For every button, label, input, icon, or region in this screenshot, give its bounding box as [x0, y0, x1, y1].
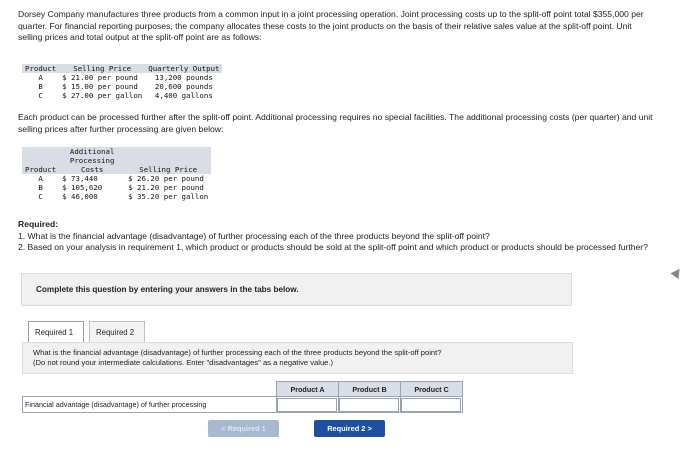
table1-header-output: Quarterly Output: [145, 64, 222, 73]
split-off-table: [22, 64, 222, 100]
table1-cell: 13,200 pounds: [154, 73, 213, 82]
tab-panel: [22, 342, 573, 374]
table2-cell: $ 21.20 per pound: [128, 183, 204, 192]
mouse-cursor-icon: [670, 266, 683, 279]
answer-row-label: Financial advantage (disadvantage) of further processing: [23, 397, 277, 413]
required-heading: Required:: [18, 219, 59, 229]
table-row: [22, 192, 211, 201]
panel-note: (Do not round your intermediate calculations. Enter "disadvantages" as a negative value.): [33, 358, 334, 367]
tab-required-2[interactable]: Required 2: [89, 321, 145, 343]
table1-header-selling-price: Selling Price: [59, 64, 145, 73]
table1-cell: 20,600 pounds: [154, 82, 213, 91]
answer-table: [22, 381, 463, 413]
intro-text: Dorsey Company manufactures three products from a common input in a joint processing operation. Joint processing costs up to the split-off point total $355,000 per quarter. For financial reporting purposes, the company allocates these costs to the joint products on the basis of their relative sales value at the split-off point. Unit selling prices and total output at the split-off point are as follows:: [18, 9, 644, 42]
answer-header-product-a: Product A: [277, 382, 339, 397]
table1-cell: C: [38, 91, 43, 100]
table1-header-product: Product: [22, 64, 59, 73]
table-row: [22, 183, 211, 192]
table2-cell: $ 35.20 per gallon: [128, 192, 209, 201]
required-section: [18, 219, 658, 254]
product-c-input[interactable]: [401, 398, 461, 412]
product-b-input[interactable]: [339, 398, 399, 412]
table2-cell: $ 73,440: [62, 174, 98, 183]
table1-cell: $ 27.00 per gallon: [62, 91, 143, 100]
required-question-2: 2. Based on your analysis in requirement 1, which product or products should be sold at the split-off point and which product or products should be processed further?: [18, 242, 648, 252]
next-required-2-button[interactable]: Required 2 >: [314, 420, 385, 437]
table2-cell: C: [38, 192, 43, 201]
product-a-input[interactable]: [277, 398, 337, 412]
table1-cell: $ 15.00 per pound: [62, 82, 138, 91]
table-row: [22, 174, 211, 183]
table2-cell: A: [38, 174, 43, 183]
table2-header-costs: Additional Processing Costs: [59, 147, 125, 174]
table2-header-product: Product: [22, 147, 59, 174]
further-processing-text: Each product can be processed further after the split-off point. Additional processing requires no special facilities. The additional processing costs (per quarter) and unit selling prices after further processing are given below:: [18, 112, 653, 134]
table1-cell: B: [38, 82, 43, 91]
instructions-box: Complete this question by entering your answers in the tabs below.: [21, 273, 572, 306]
answer-header-product-b: Product B: [339, 382, 401, 397]
tab-required-1[interactable]: Required 1: [28, 321, 84, 343]
table1-cell: A: [38, 73, 43, 82]
table-row: [22, 73, 222, 82]
panel-question: What is the financial advantage (disadvantage) of further processing each of the three products beyond the split-off point?: [33, 348, 442, 357]
prev-required-1-button[interactable]: < Required 1: [208, 420, 279, 437]
table2-cell: $ 46,000: [62, 192, 98, 201]
table2-cell: $ 105,620: [62, 183, 103, 192]
answer-header-blank: [23, 382, 277, 397]
table1-cell: $ 21.00 per pound: [62, 73, 138, 82]
table-row: [23, 397, 463, 413]
further-processing-table: [22, 147, 211, 201]
required-question-1: 1. What is the financial advantage (disadvantage) of further processing each of the three products beyond the split-off point?: [18, 230, 490, 241]
table2-header-selling-price: Selling Price: [125, 147, 211, 174]
table-row: [22, 91, 222, 100]
table2-cell: $ 26.20 per pound: [128, 174, 204, 183]
table-row: [22, 82, 222, 91]
table1-cell: 4,400 gallons: [154, 91, 213, 100]
table2-cell: B: [38, 183, 43, 192]
answer-header-product-c: Product C: [401, 382, 463, 397]
